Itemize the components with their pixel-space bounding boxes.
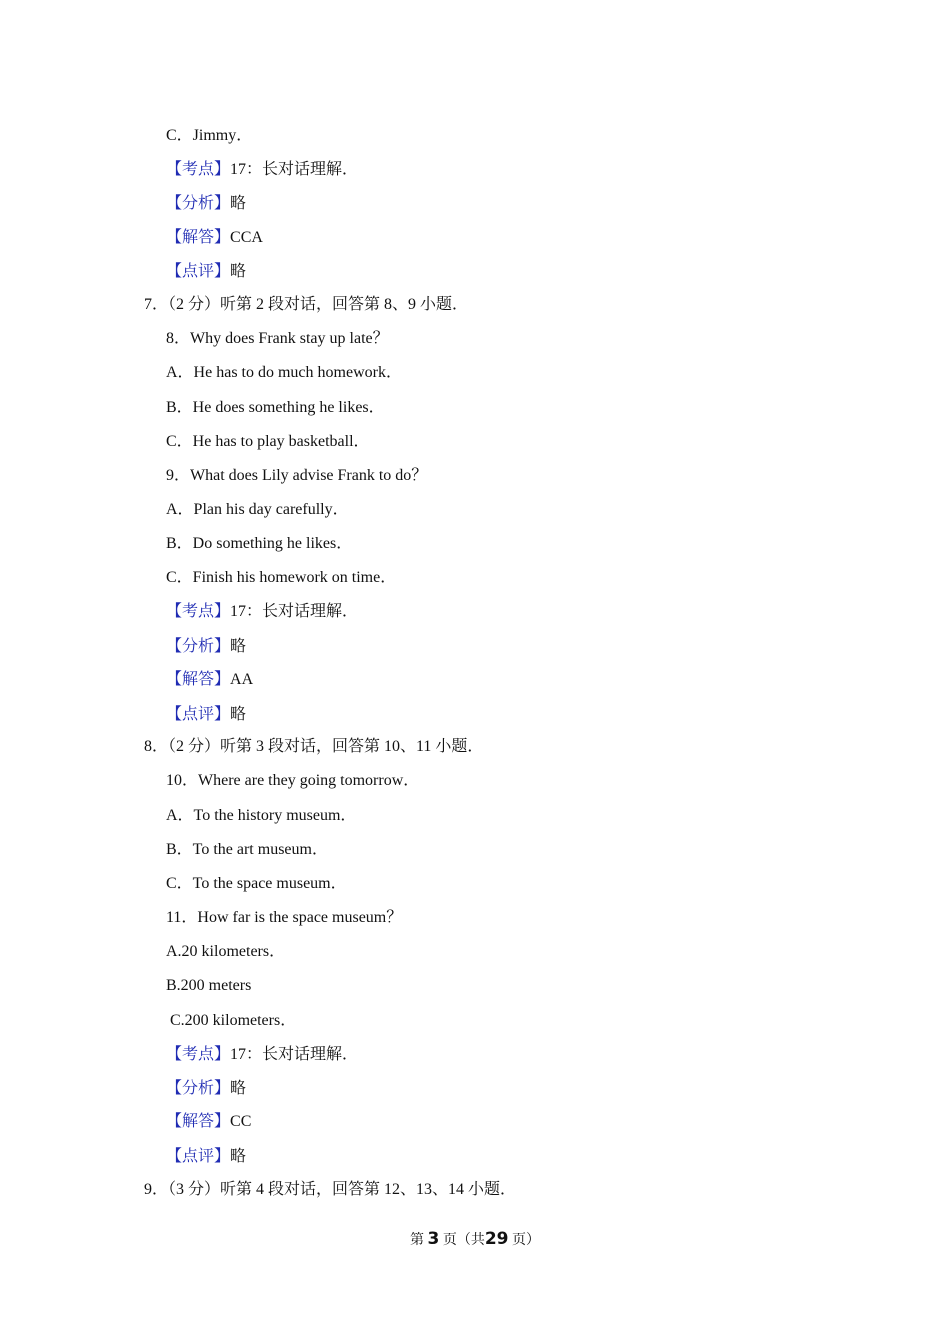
option-c: C．To the space museum． [166,875,347,892]
footer-prefix: 第 [409,1233,424,1248]
option-a: A．To the history museum． [166,807,357,824]
fenxi-row [166,1078,246,1100]
kaodian-row [166,601,358,623]
fenxi-label: 【分析】 [166,195,231,212]
jieda-label: 【解答】 [166,671,231,688]
page-number: 3 [427,1229,440,1249]
kaodian-label: 【考点】 [166,603,231,620]
jieda-row [166,669,253,691]
page-footer [0,1228,950,1252]
jieda-row [166,227,263,249]
question-8-header: 8．（2 分）听第 3 段对话，回答第 10、11 小题． [144,738,484,755]
sub-question-11: 11．How far is the space museum？ [166,909,403,926]
option-c: C.200 kilometers． [170,1012,297,1029]
footer-middle: 页（共 [442,1233,485,1248]
jieda-row [166,1111,251,1133]
fenxi-text: 略 [230,1080,247,1097]
dianping-text: 略 [230,263,247,280]
question-7-header: 7．（2 分）听第 2 段对话，回答第 8、9 小题． [144,296,469,313]
option-b: B.200 meters [166,977,252,994]
fenxi-label: 【分析】 [166,638,231,655]
dianping-label: 【点评】 [166,263,231,280]
dianping-text: 略 [230,706,247,723]
sub-question-8: 8．Why does Frank stay up late？ [166,330,389,347]
option-c: C．Finish his homework on time． [166,569,397,586]
total-pages: 29 [484,1229,509,1249]
kaodian-text: 17：长对话理解． [230,161,359,178]
sub-question-10: 10．Where are they going tomorrow． [166,772,420,789]
kaodian-row [166,159,358,181]
fenxi-text: 略 [230,195,247,212]
jieda-text: AA [230,671,254,688]
fenxi-row [166,636,246,658]
kaodian-label: 【考点】 [166,1046,231,1063]
option-b: B．Do something he likes． [166,535,353,552]
footer-suffix: 页） [512,1233,540,1248]
dianping-row [166,1146,246,1168]
dianping-row [166,704,246,726]
dianping-row [166,261,246,283]
jieda-text: CC [230,1113,252,1130]
kaodian-row [166,1044,358,1066]
jieda-text: CCA [230,229,263,246]
dianping-label: 【点评】 [166,1148,231,1165]
option-c: C．Jimmy． [166,127,253,144]
fenxi-row [166,193,246,215]
option-a: A．Plan his day carefully． [166,501,349,518]
option-c: C．He has to play basketball． [166,433,370,450]
fenxi-label: 【分析】 [166,1080,231,1097]
option-b: B．To the art museum． [166,841,328,858]
dianping-text: 略 [230,1148,247,1165]
question-9-header: 9．（3 分）听第 4 段对话，回答第 12、13、14 小题． [144,1181,517,1198]
kaodian-text: 17：长对话理解． [230,1046,359,1063]
option-a: A.20 kilometers． [166,943,286,960]
jieda-label: 【解答】 [166,229,231,246]
kaodian-label: 【考点】 [166,161,231,178]
kaodian-text: 17：长对话理解． [230,603,359,620]
option-a: A．He has to do much homework． [166,364,402,381]
jieda-label: 【解答】 [166,1113,231,1130]
sub-question-9: 9．What does Lily advise Frank to do？ [166,467,428,484]
fenxi-text: 略 [230,638,247,655]
option-b: B．He does something he likes． [166,399,385,416]
dianping-label: 【点评】 [166,706,231,723]
